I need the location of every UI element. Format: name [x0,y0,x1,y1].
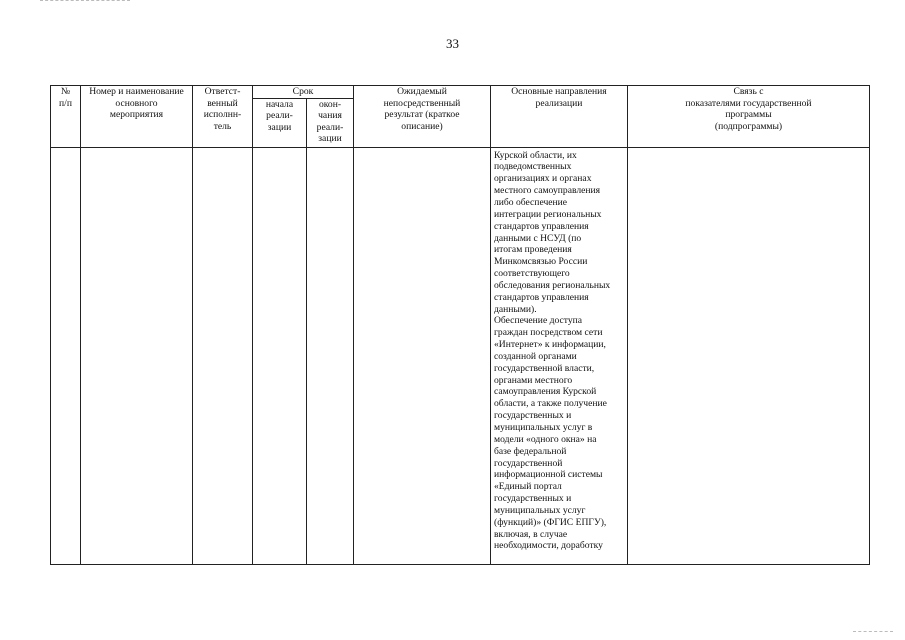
page-number: 33 [446,36,459,51]
table-row [51,147,870,564]
activities-table [50,85,870,565]
cell-term-end [307,147,354,564]
cell-link [628,147,870,564]
header-directions: Основные направления реализации [491,86,628,148]
scan-artifact-bottom [853,631,893,634]
cell-name [81,147,193,564]
cell-term-start [253,147,307,564]
header-result: Ожидаемый непосредственный результат (краткое описание) [354,86,491,148]
cell-directions: Курской области, их подведомственных организациях и органах местного самоуправления либо обеспечение интеграции региональных стандартов управления данными с НСУД (по итогам проведения Минкомсвязью России соответствующего обследования региональных стандартов управления данными). Обеспечение доступа граждан посредством сети «Интернет» к информации, созданной органами государственной власти, органами местного самоуправления Курской области, а также получение государственных и муниципальных услуг в модели «одного окна» на базе федеральной государственной информационной системы «Единый портал государственных и муниципальных услуг (функций)» (ФГИС ЕПГУ), включая, в случае необходимости, доработку [491,147,628,564]
scan-artifact-top [40,0,130,3]
cell-num [51,147,81,564]
header-term-end: окон- чания реали- зации [307,98,354,147]
header-row-1 [51,86,870,99]
header-name: Номер и наименование основного мероприятия [81,86,193,148]
header-link: Связь с показателями государственной программы (подпрограммы) [628,86,870,148]
header-term-start: начала реали- зации [253,98,307,147]
header-term: Срок [253,86,354,99]
header-responsible: Ответст- венный исполнн- тель [193,86,253,148]
cell-result [354,147,491,564]
cell-responsible [193,147,253,564]
header-num: № п/п [51,86,81,148]
